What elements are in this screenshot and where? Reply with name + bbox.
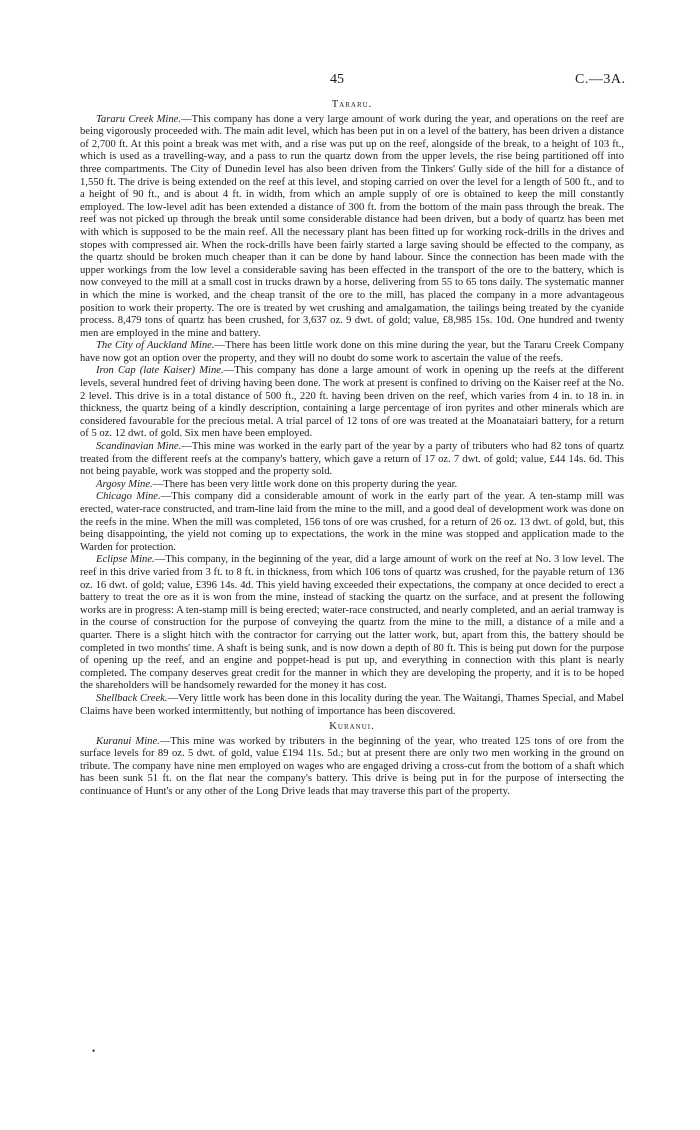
mine-name: Chicago Mine. (96, 491, 161, 503)
stray-ink-mark: • (92, 1046, 96, 1056)
paragraph-text: —There has been little work done on this mine during the year, but the Tararu Creek Company have now got an option over the property, and they will no doubt do some work to ascertain the value of the reefs. (80, 340, 624, 364)
paragraph-text: —This company did a considerable amount of work in the early part of the year. A ten-stamp mill was erected, water-race constructed, and tram-line laid from the mine to the mill, and a good deal of development work was done on the reefs in the mine. When the mill was completed, 156 tons of ore was crushed, for a return of 26 oz. 13 dwt. of gold, but, this being disappointing, the yield not coming up to expectations, the work in the mine was stopped and application made to the Warden for protection. (80, 491, 624, 553)
body-text (80, 96, 624, 799)
paragraph-scandinavian-mine (80, 441, 624, 479)
mine-name: Eclipse Mine. (96, 554, 155, 566)
section-heading: Kuranui. (329, 721, 375, 733)
paragraph-text: —This mine was worked by tributers in the beginning of the year, who treated 125 tons of ore from the surface levels for 89 oz. 5 dwt. of gold, value £194 11s. 5d.; but at present there are only two men working in the ground on tribute. The company have nine men employed on wages who are engaged driving a cross-cut from the bottom of a shaft which has been sunk 51 ft. on the flat near the company's battery. This drive is being put in for the purpose of intersecting the continuance of Hunt's or any other of the Long Drive leads that may traverse this part of the property. (80, 735, 624, 798)
mine-name: Tararu Creek Mine. (96, 113, 182, 125)
paragraph-text: —Very little work has been done in this locality during the year. The Waitangi, Thames Special, and Mabel Claims have been worked intermittently, but nothing of importance has been discovered. (80, 692, 624, 717)
paragraph-tararu-creek-mine (80, 114, 624, 341)
mine-name: Scandinavian Mine. (96, 441, 182, 453)
section-tararu (80, 99, 624, 718)
paragraph-text: —There has been very little work done on this property during the year. (152, 478, 458, 490)
paragraph-text: —This company has done a large amount of work in opening up the reefs at the different levels, several hundred feet of driving having been done. The work at present is confined to driving on the Kaiser reef at the No. 2 level. This drive is in a total distance of 500 ft., 220 ft. having been driven on the reef, which varies from 4 in. to 18 in. in thickness, the quartz being of a kindly description, containing a large percentage of iron pyrites and other minerals which are considered favourable for the precious metal. A trial parcel of 12 tons of ore was treated at the Moanataiari battery, for a return of 5 oz. 12 dwt. of gold. Six men have been employed. (80, 365, 624, 440)
paragraph-eclipse-mine (80, 554, 624, 693)
mine-name: Shellback Creek. (96, 692, 168, 704)
paragraph-text: —This mine was worked in the early part of the year by a party of tributers who had 82 tons of quartz treated from the different reefs at the company's battery, which gave a return of 17 oz. 7 dwt. of gold; value, £44 14s. 6d. This not being payable, work was stopped and the property sold. (80, 441, 624, 478)
paragraph-kuranui-mine (80, 736, 624, 799)
mine-name: The City of Auckland Mine. (96, 340, 215, 352)
mine-name: Argosy Mine. (96, 478, 153, 490)
mine-name: Kuranui Mine. (96, 735, 160, 747)
paragraph-shellback-creek (80, 693, 624, 718)
mine-name: Iron Cap (late Kaiser) Mine. (96, 365, 224, 377)
page-number: 45 (330, 72, 344, 87)
paragraph-text: —This company, in the beginning of the year, did a large amount of work on the reef at No. 3 low level. The reef in this drive varied from 3 ft. to 8 ft. in thickness, from which 106 tons of quartz was crushed, for the payable return of 136 oz. 16 dwt. of gold; value, £396 14s. 4d. This yield having exceeded their expectations, the company at once decided to erect a battery to treat the ore as it is won from the mine, instead of stacking the quartz on the surface, and at present the following works are in progress: A ten-stamp mill is being erected; water-race constructed, and nearly completed, and an aerial tramway is in the course of construction for the purpose of conveying the quartz from the mine to the mill, a distance of a mile and a quarter. There is a slight hitch with the contractor for carrying out the latter work, but, apart from this, the battery should be completed in two months' time. A shaft is being sunk, and is now down a depth of 80 ft. This is being put down for the purpose of opening up the reef, and an engine and poppet-head is put up, and everything in connection with this plant is nearly completed. The company deserves great credit for the manner in which they are developing the property, and it is to be hoped the shareholders will be handsomely rewarded for the money it has cost. (80, 554, 624, 692)
paragraph-city-of-auckland-mine (80, 340, 624, 365)
section-heading: Tararu. (331, 99, 373, 110)
paragraph-iron-cap-mine (80, 365, 624, 441)
section-kuranui (80, 721, 624, 799)
paragraph-chicago-mine (80, 491, 624, 554)
document-reference: C.—3A. (575, 72, 626, 87)
paragraph-text: —This company has done a very large amount of work during the year, and operations on the reef are being vigorously proceeded with. The main adit level, which has been put in on a level of the battery, has been driven a distance of 2,700 ft. At this point a break was met with, and a rise was put up on the reef, alongside of the break, to a height of 103 ft., which is used as a travelling-way, and a pass to run the quartz down from the upper levels, the rise being partitioned off into three compartments. The City of Dunedin level has also been driven from the Tinkers' Gully side of the hill for a distance of 1,550 ft. The drive is being extended on the reef at this level, and stoping carried on over the level for a length of 500 ft., and to a height of 90 ft., and is about 4 ft. in width, from which an ample supply of ore is obtained to keep the mill constantly employed. The low-level adit has been extended a distance of 300 ft. from the bottom of the main pass through the break. The reef was not picked up through the break until some considerable distance had been driven, but a body of quartz has been met with which is supposed to be the main reef. All the necessary plant has been fitted up for working rock-drills in the drives and stopes with compressed air. When the rock-drills have been fairly started a large saving should be effected to the company, as the quartz should be broken much cheaper than it can be done by hand labour. Since the connection has been made with the upper workings from the low level a considerable saving has been effected in the transport of the ore to the battery, which is now conveyed to the mill at a small cost in trucks drawn by a horse, delivering from 55 to 65 tons daily. The systematic manner in which the mine is worked, and the cheap transit of the ore to the mill, has placed the company in a more advantageous position to work their property. The ore is treated by wet crushing and amalgamation, the tailings being treated by the cyanide process. 8,479 tons of quartz has been crushed, for 3,637 oz. 9 dwt. of gold; value, £8,985 15s. 10d. One hundred and twenty men are employed in the mine and battery. (80, 113, 624, 339)
paragraph-argosy-mine (80, 479, 624, 492)
